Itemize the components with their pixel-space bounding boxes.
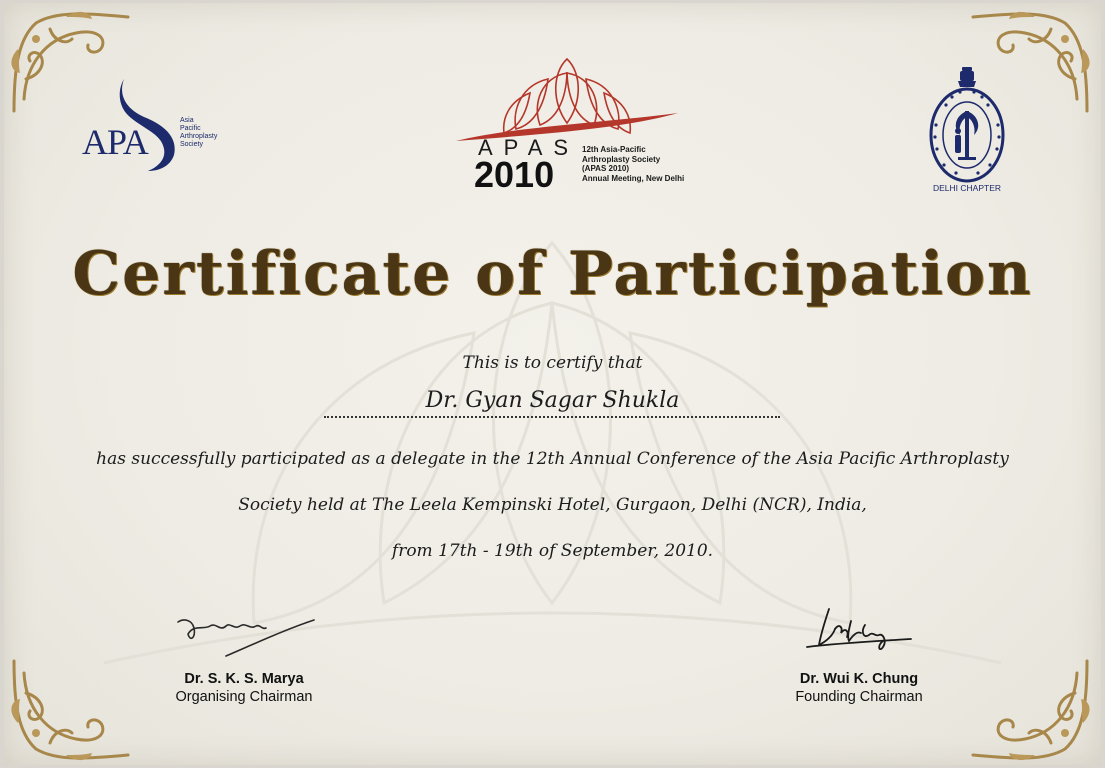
apas-info: 12th Asia-Pacific Arthroplasty Society (APAS 2010) Annual Meeting, New Delhi [582,145,685,183]
apas-lotus-icon [452,53,682,148]
corner-ornament-bottom-left [6,653,136,763]
certificate-title: Certificate of Participation [72,239,1033,309]
signature-marya [164,608,334,668]
recipient-name: Dr. Gyan Sagar Shukla [425,388,680,413]
apa-wordmark: APA [82,122,148,162]
signature-chung [799,601,919,663]
corner-ornament-bottom-right [965,653,1095,763]
ioa-chapter-label: DELHI CHAPTER [932,183,1001,193]
signatory-role: Organising Chairman [175,689,313,705]
body-line-3: from 17th - 19th of September, 2010. [391,541,714,561]
signatory-right [769,671,949,705]
signatory-name: Dr. Wui K. Chung [799,671,919,687]
signatory-role: Founding Chairman [795,689,923,705]
body-line-1: has successfully participated as a delegate in the 12th Annual Conference of the Asia Pacific Arthroplasty [96,449,1009,469]
certify-line: This is to certify that [462,353,643,373]
signatory-left [154,671,334,705]
apas-wordmark: APAS [478,135,580,160]
body-line-2: Society held at The Leela Kempinski Hotel, Gurgaon, Delhi (NCR), India, [238,495,867,515]
apa-subtitle: Asia Pacific Arthroplasty Society [180,117,218,148]
certificate-paper [4,3,1101,765]
ioa-seal-icon [922,65,1012,185]
signatory-name: Dr. S. K. S. Marya [184,671,304,687]
apas-year: 2010 [474,154,555,195]
